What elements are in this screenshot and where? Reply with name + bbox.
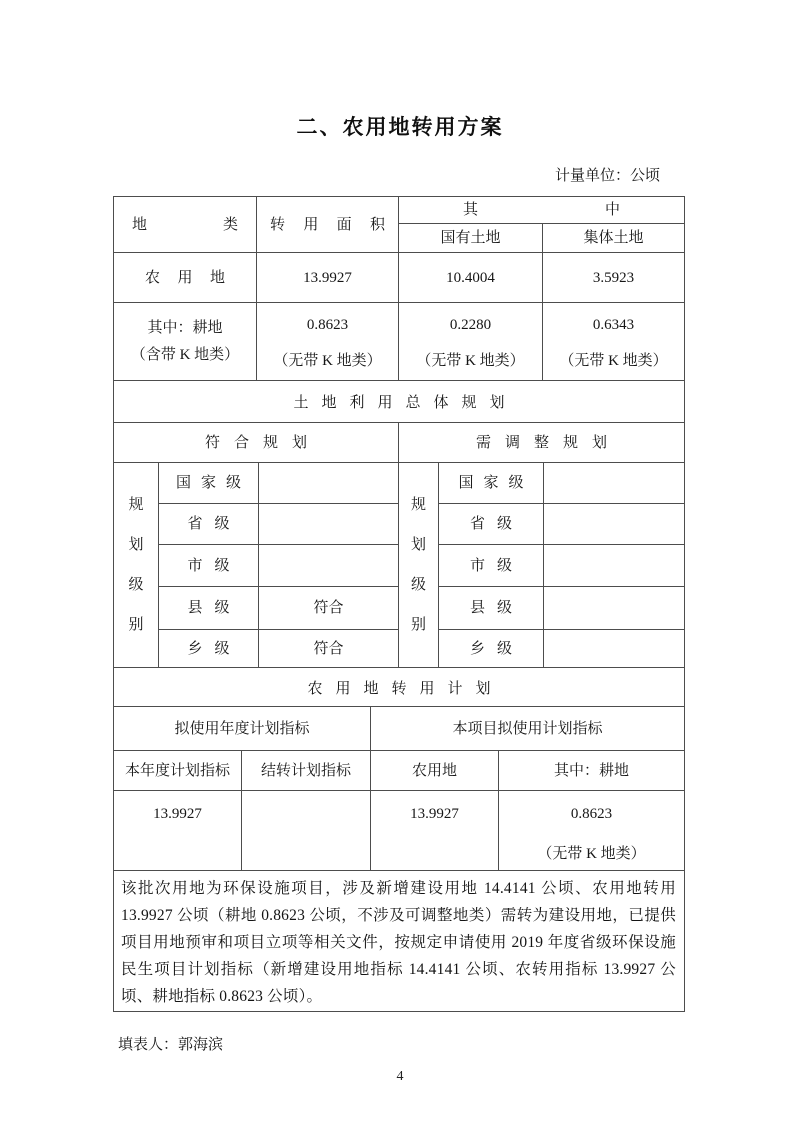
page-title: 二、农用地转用方案 — [296, 116, 504, 139]
preparer-line: 填表人：郭海滨 — [118, 1037, 224, 1053]
compliant-plan-header: 符合规划 — [114, 423, 399, 463]
agricultural-plan-value: 13.9927 — [371, 791, 499, 871]
planning-compliance-section — [114, 423, 684, 668]
conversion-plan-banner: 农用地转用计划 — [114, 668, 684, 707]
level-national-right: 国家级 — [439, 463, 544, 504]
level-provincial-left-value — [259, 504, 399, 545]
header-conversion-area — [257, 197, 399, 253]
overall-planning-banner: 土地利用总体规划 — [114, 381, 684, 423]
project-indicator-header: 本项目拟使用计划指标 — [371, 707, 684, 751]
level-county-right-value — [544, 587, 684, 630]
planning-level-axis-right: 规 划 级 别 — [399, 463, 439, 668]
col-header-current-year: 本年度计划指标 — [114, 751, 242, 791]
col-header-carryover: 结转计划指标 — [242, 751, 371, 791]
unit-label: 计量单位：公顷 — [554, 168, 660, 184]
plan-indicator-section — [114, 707, 684, 871]
col-header-agricultural: 农用地 — [371, 751, 499, 791]
header-of-which-label: 其中 — [463, 202, 620, 218]
planning-level-axis-left: 规 划 级 别 — [114, 463, 159, 668]
level-municipal-right: 市级 — [439, 545, 544, 587]
level-township-right: 乡级 — [439, 630, 544, 668]
adjust-plan-header: 需调整规划 — [399, 423, 684, 463]
level-national-left-value — [259, 463, 399, 504]
land-type-section — [114, 197, 684, 381]
level-county-left: 县级 — [159, 587, 259, 630]
col-header-cultivated: 其中：耕地 — [499, 751, 684, 791]
level-township-left: 乡级 — [159, 630, 259, 668]
level-municipal-left-value — [259, 545, 399, 587]
cultivated-collective-value: 0.6343 （无带 K 地类） — [543, 303, 684, 381]
land-conversion-table — [113, 196, 685, 1012]
level-provincial-left: 省级 — [159, 504, 259, 545]
level-county-right: 县级 — [439, 587, 544, 630]
page-number: 4 — [396, 1069, 404, 1084]
level-municipal-left: 市级 — [159, 545, 259, 587]
agricultural-collective-value: 3.5923 — [543, 253, 684, 303]
current-year-value: 13.9927 — [114, 791, 242, 871]
agricultural-total-value: 13.9927 — [257, 253, 399, 303]
carryover-value — [242, 791, 371, 871]
level-municipal-right-value — [544, 545, 684, 587]
level-national-right-value — [544, 463, 684, 504]
level-provincial-right: 省级 — [439, 504, 544, 545]
header-collective: 集体土地 — [543, 224, 684, 253]
header-of-which — [399, 197, 684, 224]
cultivated-state-owned-value: 0.2280 （无带 K 地类） — [399, 303, 543, 381]
agricultural-land-label: 农用地 — [114, 253, 257, 303]
level-township-left-value: 符合 — [259, 630, 399, 668]
cultivated-total-value: 0.8623 （无带 K 地类） — [257, 303, 399, 381]
level-township-right-value — [544, 630, 684, 668]
level-county-left-value: 符合 — [259, 587, 399, 630]
header-land-type-label: 地类 — [132, 216, 238, 233]
header-state-owned: 国有土地 — [399, 224, 543, 253]
agricultural-state-owned-value: 10.4004 — [399, 253, 543, 303]
cultivated-land-label: 其中：耕地 （含带 K 地类） — [114, 303, 257, 381]
cultivated-plan-value: 0.8623 （无带 K 地类） — [499, 791, 684, 871]
annual-indicator-header: 拟使用年度计划指标 — [114, 707, 371, 751]
level-provincial-right-value — [544, 504, 684, 545]
header-land-type — [114, 197, 257, 253]
header-conversion-area-label: 转用面积 — [270, 216, 385, 233]
remark-cell: 该批次用地为环保设施项目，涉及新增建设用地 14.4141 公顷、农用地转用 13.9927 公顷（耕地 0.8623 公顷，不涉及可调整地类）需转为建设用地，已提供项目用地预审和项目立项等相关文件，按规定申请使用 2019 年度省级环保设施民生项目计划指标（新增建设用地指标 14.4141 公顷、农转用指标 13.9927 公顷、耕地指标 0.8623 公顷）。 — [121, 880, 676, 1005]
level-national-left: 国家级 — [159, 463, 259, 504]
